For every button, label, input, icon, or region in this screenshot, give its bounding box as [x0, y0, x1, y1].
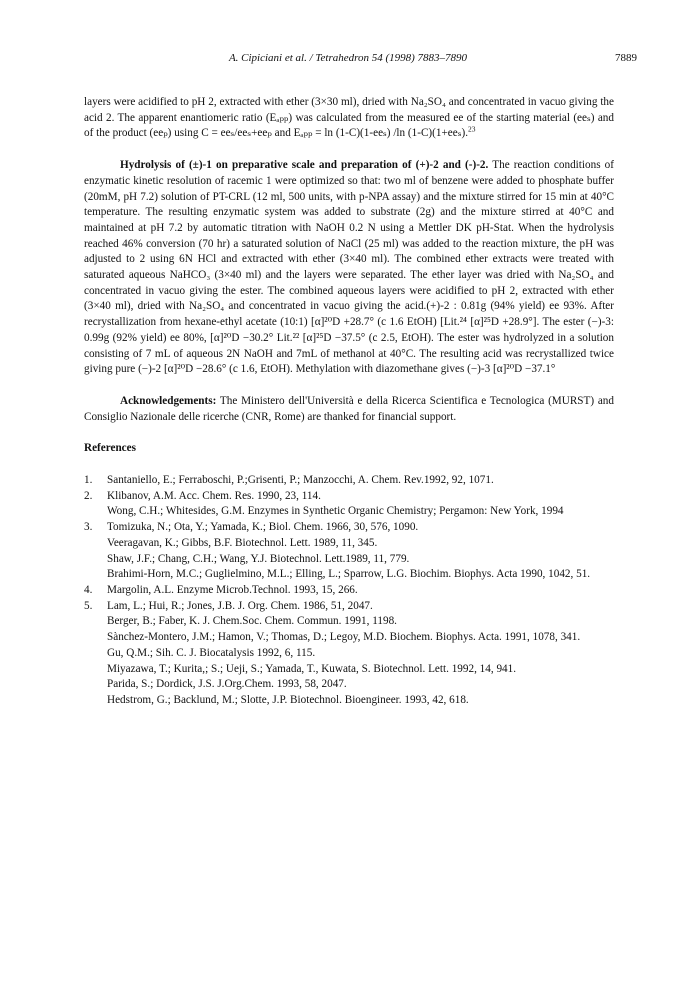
paragraph-text: layers were acidified to pH 2, extracted with ether (3×30 ml), dried with Na₂SO₄ and concentrated in vacuo giving the acid 2. The apparent enantiomeric ratio (Eₐₚₚ) was calculated from the measured ee of the starting material (eeₛ) and of the product (eeₚ) using C = eeₛ/eeₛ+eeₚ and Eₐₚₚ = ln (1-C)(1-eeₛ) /ln (1-C)(1+eeₛ). [84, 96, 614, 140]
page-number: 7889 [615, 52, 637, 64]
references-list [84, 473, 614, 709]
reference-entry: Brahimi-Horn, M.C.; Guglielmino, M.L.; Elling, L.; Sparrow, L.G. Biochim. Biophys. Acta 1990, 1042, 51. [107, 568, 591, 581]
reference-entry: Klibanov, A.M. Acc. Chem. Res. 1990, 23, 114. [107, 489, 321, 502]
running-title: A. Cipiciani et al. / Tetrahedron 54 (1998) 7883–7890 [228, 52, 468, 64]
reference-entry: Tomizuka, N.; Ota, Y.; Yamada, K.; Biol. Chem. 1966, 30, 576, 1090. [107, 521, 419, 534]
reference-entry: Santaniello, E.; Ferraboschi, P.;Grisenti, P.; Manzocchi, A. Chem. Rev.1992, 92, 1071. [107, 474, 494, 487]
paragraph-acknowledgements [84, 394, 614, 425]
citation-superscript: 23 [468, 124, 476, 134]
reference-number: 3. [84, 521, 93, 534]
article-body [84, 95, 614, 709]
reference-entry: Hedstrom, G.; Backlund, M.; Slotte, J.P. Biotechnol. Bioengineer. 1993, 42, 618. [107, 693, 469, 706]
reference-entry: Berger, B.; Faber, K. J. Chem.Soc. Chem. Commun. 1991, 1198. [107, 615, 397, 628]
acknowledgements-text: The Ministero dell'Università e della Ricerca Scientifica e Tecnologica (MURST) and Consiglio Nazionale delle ricerche (CNR, Rome) are thanked for financial support. [84, 394, 614, 423]
reference-entry: Sànchez-Montero, J.M.; Hamon, V.; Thomas, D.; Legoy, M.D. Biochem. Biophys. Acta. 1991, 1078, 341. [107, 631, 581, 644]
paragraph-text: The reaction conditions of enzymatic kinetic resolution of racemic 1 were optimized so that: two ml of benzene were added to phosphate buffer (20mM, pH 7.2) solution of PT-CRL (12 ml, 500 units, with p-NPA assay) and the mixture stirred for 15 min at 40°C temperature. The resulting enzymatic system was added to substrate (2g) and the mixture stirred at 40°C and maintained at pH 7.2 by automatic titration with NaOH 0.2 N using a Mettler DK pH-Stat. When the hydrolysis reached 46% conversion (70 hr) a saturated solution of NaCl (25 ml) was added to the reaction mixture, the pH was adjusted to 2 using 6N HCl and extracted with ether (3×40 ml). The combined ether extracts were treated with saturated aqueous NaHCO₃ (3×40 ml) and the layers were separated. The ether layer was dried with Na₂SO₄ and concentrated in vacuo giving the ester. The combined aqueous layers were acidified to pH 2, extracted with ether (3×40 ml), dried with Na₂SO₄ and concentrated in vacuo giving the acid.(+)-2 : 0.81g (94% yield) ee 93%. After recrystallization from hexane-ethyl acetate (10:1) [α]²⁰D +28.7° (c 1.6 EtOH) [Lit.²⁴ [α]²⁵D +28.9°]. The ester (−)-3: 0.99g (92% yield) ee 80%, [α]²⁰D −30.2° Lit.²² [α]²⁵D −37.5° (c 2.5, EtOH). The ester was hydrolyzed in a solution consisting of 7 mL of aqueous 2N NaOH and 7mL of methanol at 40°C. The resulting acid was recrystallized twice giving pure (−)-2 [α]²⁰D −28.6° (c 1.6, EtOH). Methylation with diazomethane gives (−)-3 [α]²⁰D −37.1° [84, 159, 614, 376]
reference-entry: Gu, Q.M.; Sih. C. J. Biocatalysis 1992, 6, 115. [107, 646, 316, 659]
reference-number: 2. [84, 489, 93, 502]
acknowledgements-heading: Acknowledgements: [120, 394, 217, 407]
reference-entry: Parida, S.; Dordick, J.S. J.Org.Chem. 1993, 58, 2047. [107, 678, 347, 691]
reference-entry: Veeragavan, K.; Gibbs, B.F. Biotechnol. Lett. 1989, 11, 345. [107, 536, 378, 549]
paragraph-hydrolysis [84, 158, 614, 378]
reference-number: 1. [84, 474, 93, 487]
section-heading-hydrolysis: Hydrolysis of (±)-1 on preparative scale and preparation of (+)-2 and (-)-2. [120, 159, 489, 172]
reference-entry: Wong, C.H.; Whitesides, G.M. Enzymes in Synthetic Organic Chemistry; Pergamon: New York, 1994 [107, 505, 564, 518]
reference-entry: Miyazawa, T.; Kurita,; S.; Ueji, S.; Yamada, T., Kuwata, S. Biotechnol. Lett. 1992, 14, 941. [107, 662, 517, 675]
reference-number: 5. [84, 599, 93, 612]
reference-entry: Shaw, J.F.; Chang, C.H.; Wang, Y.J. Biotechnol. Lett.1989, 11, 779. [107, 552, 410, 565]
paragraph-experimental-end [84, 95, 614, 142]
references-heading: References [84, 442, 136, 455]
reference-item [84, 583, 614, 599]
running-head [0, 52, 696, 68]
reference-item [84, 599, 614, 709]
reference-entry: Margolin, A.L. Enzyme Microb.Technol. 1993, 15, 266. [107, 583, 358, 596]
reference-entry: Lam, L.; Hui, R.; Jones, J.B. J. Org. Chem. 1986, 51, 2047. [107, 599, 373, 612]
reference-item [84, 489, 614, 520]
reference-item [84, 473, 614, 489]
reference-number: 4. [84, 583, 93, 596]
reference-item [84, 520, 614, 583]
